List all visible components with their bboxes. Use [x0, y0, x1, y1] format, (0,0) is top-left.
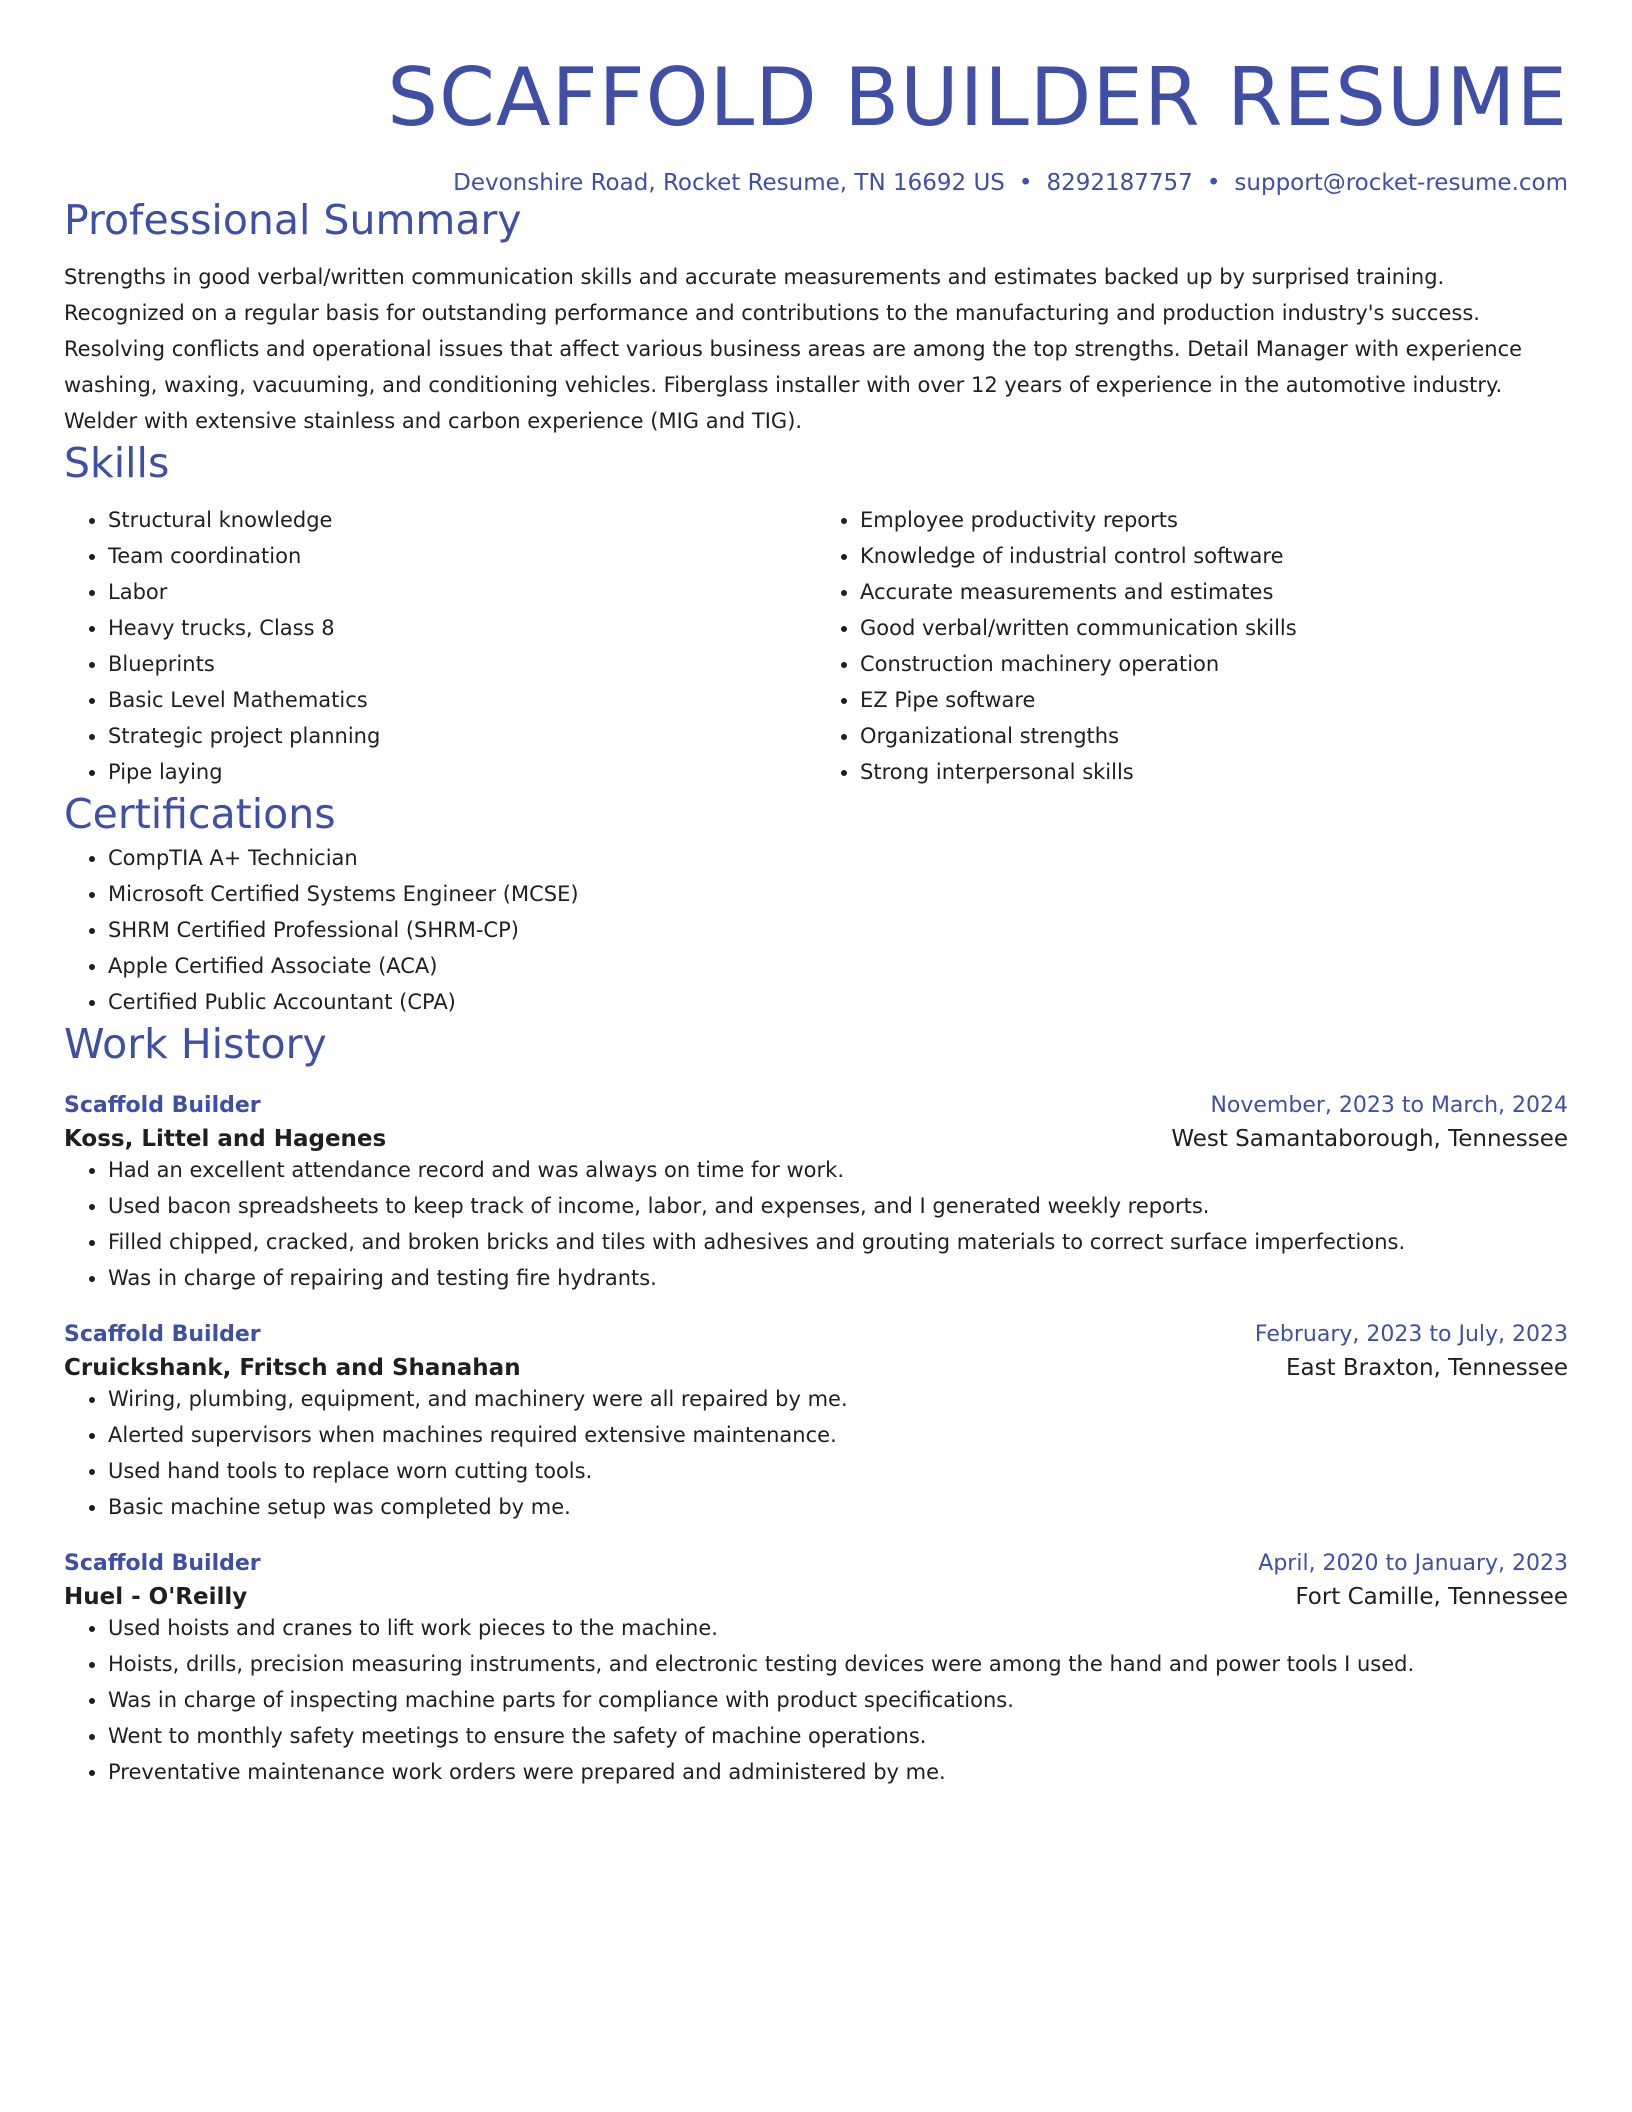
certification-item: • Certified Public Accountant (CPA) — [108, 984, 1568, 1020]
skills-column-right — [816, 502, 1568, 790]
job-company-row — [64, 1355, 1568, 1381]
job-duty: • Wiring, plumbing, equipment, and machinery were all repaired by me. — [108, 1381, 1568, 1417]
job-duties-list — [64, 1152, 1568, 1296]
work-history-section — [64, 1020, 1568, 1790]
job-duty: • Alerted supervisors when machines required extensive maintenance. — [108, 1417, 1568, 1453]
skill-item: • Labor — [108, 574, 816, 610]
summary-text: Strengths in good verbal/written communication skills and accurate measurements and estimates backed up by surprised training. Recognized on a regular basis for outstanding performance and contributions to the manufacturing and production industry's success. Resolving conflicts and operational issues that affect various business areas are among the top strengths. Detail Manager with experience washing, waxing, vacuuming, and conditioning vehicles. Fiberglass installer with over 12 years of experience in the automotive industry. Welder with extensive stainless and carbon experience (MIG and TIG). — [64, 265, 1523, 434]
job-duty: • Used bacon spreadsheets to keep track of income, labor, and expenses, and I generated weekly reports. — [108, 1188, 1568, 1224]
contact-line — [64, 170, 1568, 196]
contact-address: Devonshire Road, Rocket Resume, TN 16692 US — [453, 170, 1005, 196]
certification-item: • CompTIA A+ Technician — [108, 840, 1568, 876]
job-duty: • Preventative maintenance work orders were prepared and administered by me. — [108, 1754, 1568, 1790]
job-dates: April, 2020 to January, 2023 — [1258, 1550, 1568, 1576]
job-duty: • Filled chipped, cracked, and broken bricks and tiles with adhesives and grouting materials to correct surface imperfections. — [108, 1224, 1568, 1260]
summary-heading: Professional Summary — [64, 196, 522, 244]
job-company: Huel - O'Reilly — [64, 1583, 248, 1610]
summary-section — [64, 196, 1568, 439]
skill-item: • Basic Level Mathematics — [108, 682, 816, 718]
job-duty: • Basic machine setup was completed by me. — [108, 1489, 1568, 1525]
resume-title: SCAFFOLD BUILDER RESUME — [387, 51, 1568, 144]
job-location: East Braxton, Tennessee — [1285, 1354, 1568, 1381]
job-title: Scaffold Builder — [64, 1092, 261, 1118]
job-company-row — [64, 1584, 1568, 1610]
contact-email: support@rocket-resume.com — [1234, 170, 1568, 196]
job-header-row — [64, 1551, 1568, 1576]
work-history-heading: Work History — [64, 1019, 327, 1068]
job-title: Scaffold Builder — [64, 1321, 261, 1347]
skill-item: • Employee productivity reports — [860, 502, 1568, 538]
resume-header — [64, 0, 1568, 196]
skill-item: • Accurate measurements and estimates — [860, 574, 1568, 610]
certification-item: • SHRM Certified Professional (SHRM-CP) — [108, 912, 1568, 948]
job-dates: February, 2023 to July, 2023 — [1254, 1321, 1568, 1347]
contact-separator: • — [1206, 170, 1221, 196]
job-duties-list — [64, 1610, 1568, 1790]
skills-list-right — [816, 502, 1568, 790]
skill-item: • Knowledge of industrial control software — [860, 538, 1568, 574]
job-company-row — [64, 1126, 1568, 1152]
job-duty: • Used hoists and cranes to lift work pieces to the machine. — [108, 1610, 1568, 1646]
skills-grid — [64, 502, 1568, 790]
job-duty: • Was in charge of repairing and testing fire hydrants. — [108, 1260, 1568, 1296]
job-header-row — [64, 1322, 1568, 1347]
skill-item: • Heavy trucks, Class 8 — [108, 610, 816, 646]
job-header-row — [64, 1093, 1568, 1118]
certifications-list — [64, 840, 1568, 1020]
skill-item: • Construction machinery operation — [860, 646, 1568, 682]
skill-item: • EZ Pipe software — [860, 682, 1568, 718]
job-company: Koss, Littel and Hagenes — [64, 1125, 387, 1152]
skill-item: • Organizational strengths — [860, 718, 1568, 754]
job-duty: • Had an excellent attendance record and was always on time for work. — [108, 1152, 1568, 1188]
skill-item: • Team coordination — [108, 538, 816, 574]
job-location: West Samantaborough, Tennessee — [1171, 1125, 1568, 1152]
skills-section — [64, 439, 1568, 790]
job-location: Fort Camille, Tennessee — [1295, 1583, 1568, 1610]
certification-item: • Apple Certified Associate (ACA) — [108, 948, 1568, 984]
job-title: Scaffold Builder — [64, 1550, 261, 1576]
skill-item: • Structural knowledge — [108, 502, 816, 538]
skill-item: • Good verbal/written communication skills — [860, 610, 1568, 646]
job-entry — [64, 1322, 1568, 1525]
skills-column-left — [64, 502, 816, 790]
skill-item: • Strong interpersonal skills — [860, 754, 1568, 790]
job-duty: • Used hand tools to replace worn cutting tools. — [108, 1453, 1568, 1489]
skill-item: • Blueprints — [108, 646, 816, 682]
job-entry — [64, 1093, 1568, 1296]
skill-item: • Strategic project planning — [108, 718, 816, 754]
job-duties-list — [64, 1381, 1568, 1525]
skills-heading: Skills — [64, 439, 170, 488]
job-duty: • Hoists, drills, precision measuring instruments, and electronic testing devices were among the hand and power tools I used. — [108, 1646, 1568, 1682]
job-duty: • Went to monthly safety meetings to ensure the safety of machine operations. — [108, 1718, 1568, 1754]
certifications-heading: Certifications — [64, 790, 336, 839]
certifications-section — [64, 790, 1568, 1019]
skill-item: • Pipe laying — [108, 754, 816, 790]
job-dates: November, 2023 to March, 2024 — [1210, 1092, 1568, 1118]
job-entry — [64, 1551, 1568, 1790]
skills-list-left — [64, 502, 816, 790]
job-duty: • Was in charge of inspecting machine parts for compliance with product specifications. — [108, 1682, 1568, 1718]
certification-item: • Microsoft Certified Systems Engineer (MCSE) — [108, 876, 1568, 912]
contact-separator: • — [1018, 170, 1033, 196]
contact-phone: 8292187757 — [1046, 170, 1193, 196]
job-company: Cruickshank, Fritsch and Shanahan — [64, 1354, 521, 1381]
